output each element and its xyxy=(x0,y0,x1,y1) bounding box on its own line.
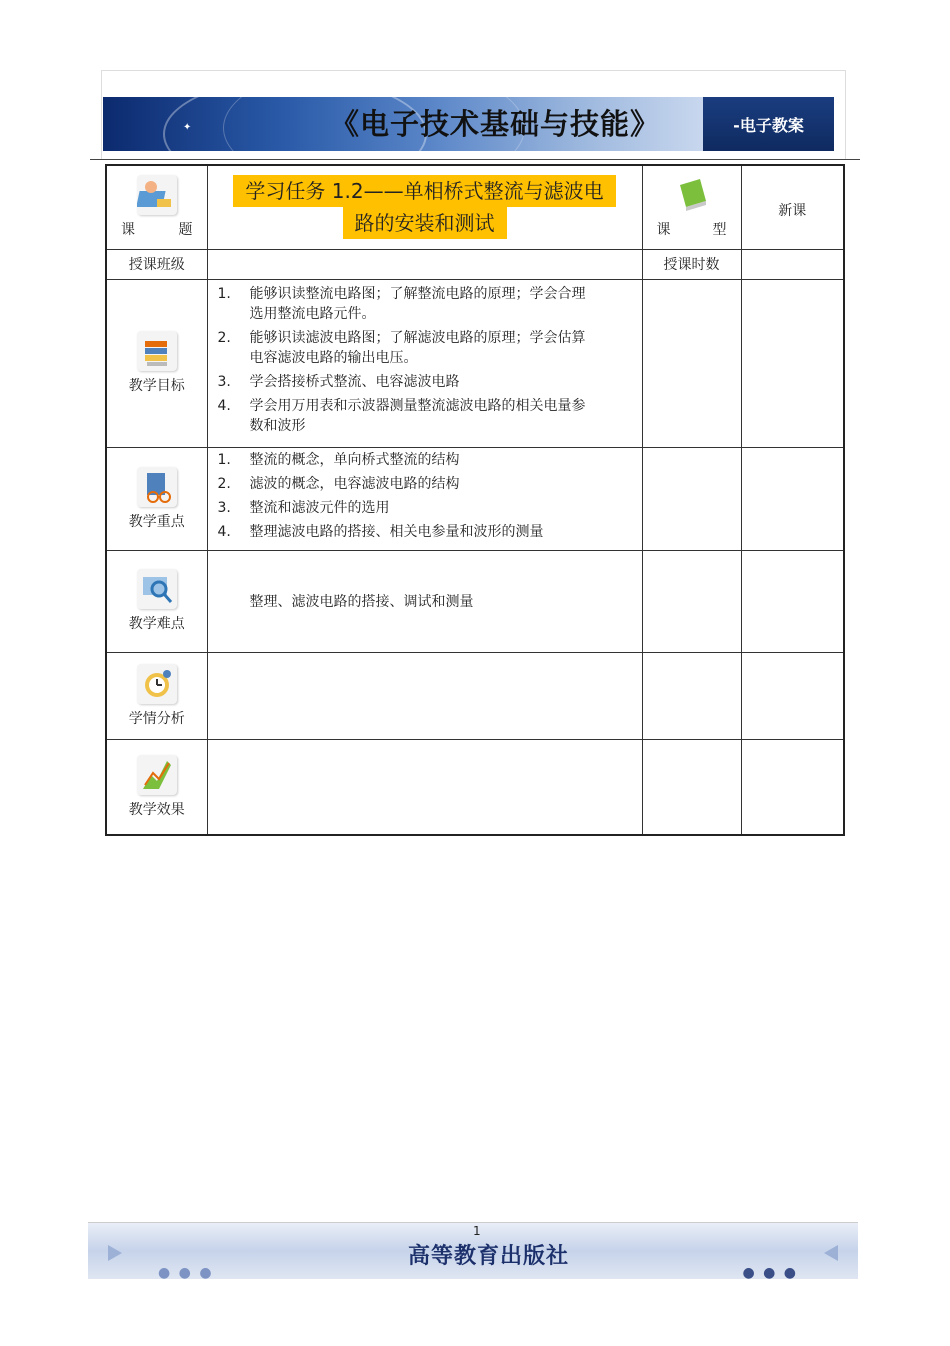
topic-title-line2: 路的安装和测试 xyxy=(343,207,507,239)
topic-label-cell: 课 题 xyxy=(106,165,207,249)
key-label-cell: 教学重点 xyxy=(106,447,207,550)
document-title: 《电子技术基础与技能》 xyxy=(330,107,661,141)
effect-col4 xyxy=(741,739,844,835)
publisher-name: 高等教育出版社 xyxy=(408,1244,570,1269)
topic-title-cell xyxy=(207,165,642,249)
objectives-list-cell xyxy=(207,279,642,447)
arrow-left-icon xyxy=(108,1245,122,1261)
list-item: 3. 整流和滤波元件的选用 xyxy=(217,499,390,516)
page-number: 1 xyxy=(473,1224,481,1238)
list-item: 4. 整理滤波电路的搭接、相关电参量和波形的测量 xyxy=(217,523,544,540)
growth-chart-icon xyxy=(137,755,177,795)
key-col4 xyxy=(741,447,844,550)
effect-row xyxy=(106,739,844,835)
clock-icon xyxy=(137,664,177,704)
document-tag: -电子教案 xyxy=(703,97,834,151)
class-label: 授课班级 xyxy=(106,249,207,279)
list-item: 1. 整流的概念，单向桥式整流的结构 xyxy=(217,451,460,468)
list-item: 2. 滤波的概念，电容滤波电路的结构 xyxy=(217,475,460,492)
objectives-row xyxy=(106,279,844,447)
difficulty-row xyxy=(106,550,844,652)
objectives-label-cell: 教学目标 xyxy=(106,279,207,447)
key-points-cell xyxy=(207,447,642,550)
objectives-list xyxy=(208,280,642,444)
hours-label: 授课时数 xyxy=(642,249,741,279)
sparkle-icon: ✦ xyxy=(183,122,192,133)
type-label-cell: 课 型 xyxy=(642,165,741,249)
key-points-row xyxy=(106,447,844,550)
dots-right-icon: ● ● ● xyxy=(742,1265,798,1281)
analysis-col3 xyxy=(642,652,741,739)
effect-content xyxy=(207,739,642,835)
difficulty-text: 整理、滤波电路的搭接、调试和测量 xyxy=(207,550,642,652)
arrow-right-icon xyxy=(824,1245,838,1261)
topic-title-line1: 学习任务 1.2——单相桥式整流与滤波电 xyxy=(233,175,615,207)
analysis-col4 xyxy=(741,652,844,739)
analysis-content xyxy=(207,652,642,739)
class-value xyxy=(207,249,642,279)
list-item: 3. 学会搭接桥式整流、电容滤波电路 xyxy=(217,373,460,390)
dots-left-icon: ● ● ● xyxy=(158,1265,214,1281)
objectives-col3 xyxy=(642,279,741,447)
analysis-label-cell: 学情分析 xyxy=(106,652,207,739)
magnifier-icon xyxy=(137,569,177,609)
effect-col3 xyxy=(642,739,741,835)
lesson-plan-table xyxy=(105,164,845,836)
difficulty-col4 xyxy=(741,550,844,652)
difficulty-label-cell: 教学难点 xyxy=(106,550,207,652)
header-divider xyxy=(90,159,860,160)
hours-value xyxy=(741,249,844,279)
class-row xyxy=(106,249,844,279)
objectives-col4 xyxy=(741,279,844,447)
type-value-cell: 新课 xyxy=(741,165,844,249)
key-col3 xyxy=(642,447,741,550)
list-item: 2. 能够识读滤波电路图；了解滤波电路的原理；学会估算电容滤波电路的输出电压。 xyxy=(217,329,586,366)
topic-row xyxy=(106,165,844,249)
book-icon xyxy=(672,175,712,215)
key-points-list xyxy=(208,448,642,550)
difficulty-col3 xyxy=(642,550,741,652)
effect-label-cell: 教学效果 xyxy=(106,739,207,835)
footer-banner xyxy=(88,1222,858,1279)
topic-icon xyxy=(137,175,177,215)
books-icon xyxy=(137,331,177,371)
glasses-book-icon xyxy=(137,467,177,507)
analysis-row xyxy=(106,652,844,739)
list-item: 4. 学会用万用表和示波器测量整流滤波电路的相关电量参数和波形 xyxy=(217,397,586,434)
list-item: 1. 能够识读整流电路图；了解整流电路的原理；学会合理选用整流电路元件。 xyxy=(217,285,586,322)
